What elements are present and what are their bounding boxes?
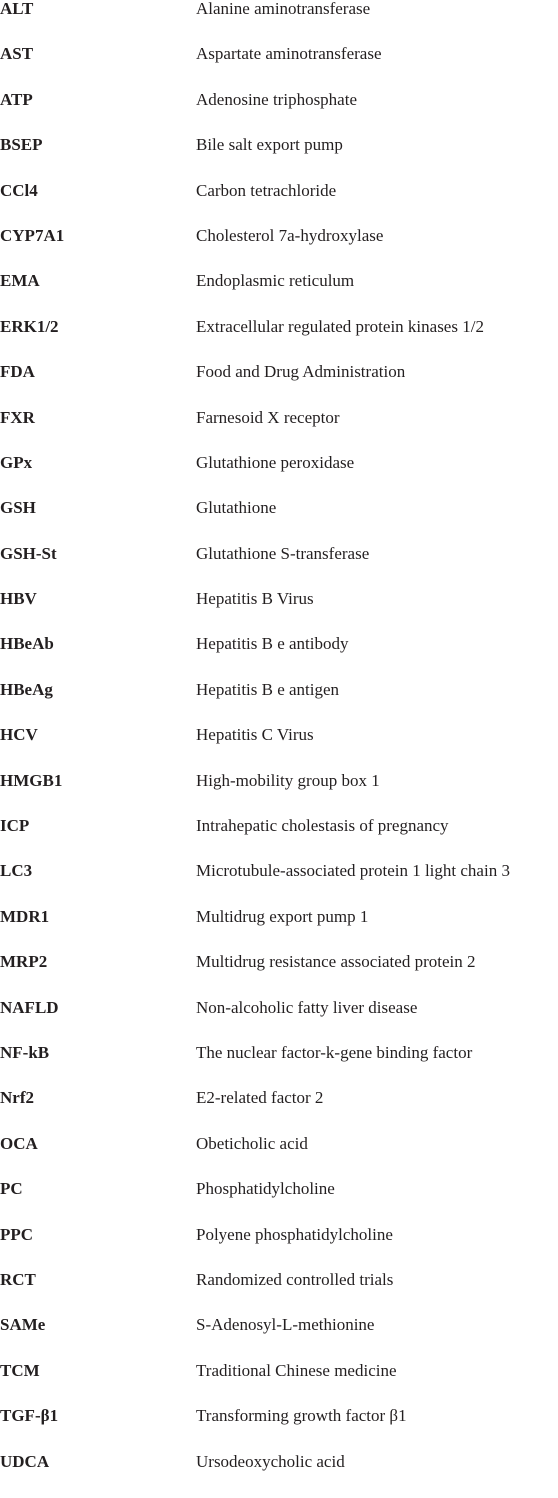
abbreviation-definition: Food and Drug Administration <box>196 362 406 382</box>
abbreviation-row <box>0 91 558 136</box>
abbreviation-definition: Transforming growth factor β1 <box>196 1406 407 1426</box>
abbreviation-row <box>0 45 558 90</box>
abbreviation-row <box>0 136 558 181</box>
abbreviation-term: HCV <box>0 725 38 745</box>
abbreviation-definition: Adenosine triphosphate <box>196 89 357 109</box>
abbreviation-term: EMA <box>0 271 40 291</box>
abbreviation-row <box>0 1362 558 1407</box>
abbreviation-row <box>0 681 558 726</box>
abbreviation-row <box>0 499 558 544</box>
abbreviation-definition: High-mobility group box 1 <box>196 770 380 790</box>
abbreviation-row <box>0 409 558 454</box>
abbreviation-definition: Extracellular regulated protein kinases 1/2 <box>196 316 484 336</box>
abbreviation-row <box>0 1226 558 1271</box>
abbreviation-row <box>0 1316 558 1361</box>
abbreviation-row <box>0 1089 558 1134</box>
abbreviation-row <box>0 454 558 499</box>
abbreviation-row <box>0 0 558 45</box>
abbreviation-term: HBeAg <box>0 679 53 699</box>
abbreviation-term: ICP <box>0 816 30 836</box>
abbreviation-definition: Aspartate aminotransferase <box>196 44 382 64</box>
abbreviation-row <box>0 272 558 317</box>
abbreviation-term: PC <box>0 1179 23 1199</box>
abbreviation-term: MRP2 <box>0 952 48 972</box>
abbreviation-definition: Phosphatidylcholine <box>196 1179 335 1199</box>
abbreviation-definition: Glutathione <box>196 498 277 518</box>
abbreviation-row <box>0 1180 558 1225</box>
abbreviation-term: GSH <box>0 498 36 518</box>
abbreviation-row <box>0 545 558 590</box>
abbreviation-definition: S-Adenosyl-L-methionine <box>196 1315 375 1335</box>
abbreviation-term: HMGB1 <box>0 770 63 790</box>
abbreviation-term: Nrf2 <box>0 1088 34 1108</box>
abbreviation-definition: Hepatitis B e antibody <box>196 634 349 654</box>
abbreviation-definition: Farnesoid X receptor <box>196 407 340 427</box>
abbreviation-row <box>0 363 558 408</box>
abbreviation-row <box>0 182 558 227</box>
abbreviation-row <box>0 635 558 680</box>
abbreviation-definition: Carbon tetrachloride <box>196 180 337 200</box>
abbreviation-definition: Endoplasmic reticulum <box>196 271 355 291</box>
abbreviation-definition: Ursodeoxycholic acid <box>196 1451 345 1471</box>
abbreviation-definition: Bile salt export pump <box>196 135 343 155</box>
abbreviation-term: MDR1 <box>0 906 50 926</box>
abbreviation-definition: Glutathione peroxidase <box>196 452 355 472</box>
abbreviation-definition: Multidrug export pump 1 <box>196 906 369 926</box>
abbreviation-row <box>0 817 558 862</box>
abbreviation-term: CCl4 <box>0 180 38 200</box>
abbreviation-term: TCM <box>0 1360 40 1380</box>
abbreviation-term: BSEP <box>0 135 43 155</box>
abbreviation-row <box>0 862 558 907</box>
abbreviation-term: RCT <box>0 1269 36 1289</box>
abbreviation-term: LC3 <box>0 861 33 881</box>
abbreviation-definition: Traditional Chinese medicine <box>196 1360 397 1380</box>
abbreviation-term: CYP7A1 <box>0 225 65 245</box>
abbreviation-row <box>0 1271 558 1316</box>
abbreviation-definition: Multidrug resistance associated protein 2 <box>196 952 476 972</box>
abbreviation-term: ALT <box>0 0 34 18</box>
abbreviation-term: ERK1/2 <box>0 316 59 336</box>
abbreviation-term: ATP <box>0 89 33 109</box>
abbreviation-definition: Polyene phosphatidylcholine <box>196 1224 393 1244</box>
abbreviation-definition: Microtubule-associated protein 1 light chain 3 <box>196 861 510 881</box>
abbreviation-row <box>0 590 558 635</box>
abbreviation-definition: Hepatitis C Virus <box>196 725 314 745</box>
abbreviation-row <box>0 953 558 998</box>
abbreviation-row <box>0 1044 558 1089</box>
abbreviation-term: SAMe <box>0 1315 46 1335</box>
abbreviation-definition: Randomized controlled trials <box>196 1269 394 1289</box>
abbreviation-term: NF-kB <box>0 1042 50 1062</box>
abbreviation-term: GPx <box>0 452 33 472</box>
abbreviation-term: FXR <box>0 407 35 427</box>
abbreviation-definition: The nuclear factor-k-gene binding factor <box>196 1042 473 1062</box>
abbreviation-term: PPC <box>0 1224 34 1244</box>
abbreviation-definition: Hepatitis B e antigen <box>196 679 340 699</box>
abbreviation-row <box>0 1453 558 1498</box>
abbreviation-row <box>0 999 558 1044</box>
abbreviation-row <box>0 726 558 771</box>
abbreviation-row <box>0 908 558 953</box>
abbreviation-definition: E2-related factor 2 <box>196 1088 324 1108</box>
abbreviation-row <box>0 1135 558 1180</box>
abbreviation-definition: Hepatitis B Virus <box>196 589 314 609</box>
abbreviation-term: OCA <box>0 1133 38 1153</box>
abbreviation-term: TGF-β1 <box>0 1406 59 1426</box>
abbreviation-row <box>0 318 558 363</box>
abbreviation-term: HBV <box>0 589 37 609</box>
abbreviation-row <box>0 1407 558 1452</box>
abbreviation-row <box>0 227 558 272</box>
abbreviation-term: FDA <box>0 362 35 382</box>
abbreviation-term: UDCA <box>0 1451 50 1471</box>
abbreviation-term: AST <box>0 44 34 64</box>
abbreviation-definition: Alanine aminotransferase <box>196 0 371 18</box>
abbreviation-row <box>0 772 558 817</box>
abbreviation-definition: Obeticholic acid <box>196 1133 308 1153</box>
abbreviation-term: HBeAb <box>0 634 54 654</box>
abbreviation-term: NAFLD <box>0 997 59 1017</box>
abbreviation-definition: Intrahepatic cholestasis of pregnancy <box>196 816 449 836</box>
abbreviation-term: GSH-St <box>0 543 57 563</box>
abbreviation-definition: Cholesterol 7a-hydroxylase <box>196 225 384 245</box>
abbreviation-definition: Glutathione S-transferase <box>196 543 370 563</box>
abbreviation-definition: Non-alcoholic fatty liver disease <box>196 997 418 1017</box>
